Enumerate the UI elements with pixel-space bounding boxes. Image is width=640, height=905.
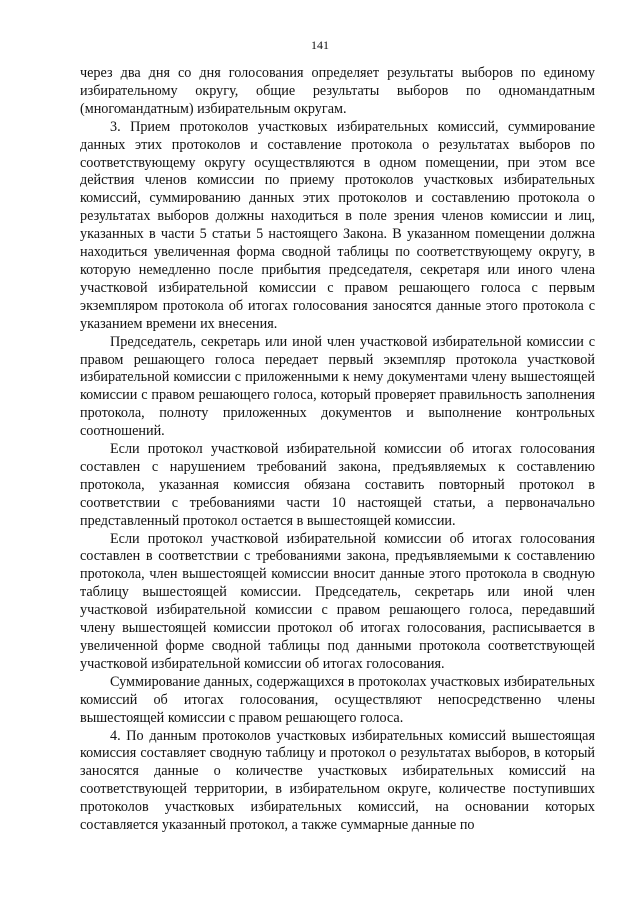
page-number: 141 bbox=[311, 38, 329, 52]
paragraph-4-summary-table: 4. По данным протоколов участковых избирательных комиссий вышестоящая комиссия составляет сводную таблицу и протокол о результатах выборов, в который заносятся данные о количестве участковых избирательных комиссий на соответствующей территории, в избирательном округе, количестве поступивших протоколов участковых избирательных комиссий, на основании которых составляется указанный протокол, а также суммарные данные по bbox=[80, 727, 595, 834]
paragraph-continuation: через два дня со дня голосования определяет результаты выборов по единому избирательному округу, общие результаты выборов по одномандатным (многомандатным) избирательным округам. bbox=[80, 65, 595, 117]
paragraph-summation: Суммирование данных, содержащихся в протоколах участковых избирательных комиссий об итогах голосования, осуществляют непосредственно члены вышестоящей комиссии с правом решающего голоса. bbox=[80, 673, 595, 726]
paragraph-chair-transfer: Председатель, секретарь или иной член участковой избирательной комиссии с правом решающего голоса передает первый экземпляр протокола участковой избирательной комиссии с приложенными к нему документами члену вышестоящей комиссии с правом решающего голоса, который проверяет правильность заполнения протокола, полноту приложенных документов и выполнение контрольных соотношений. bbox=[80, 333, 595, 440]
paragraph-3-protocol-acceptance: 3. Прием протоколов участковых избирательных комиссий, суммирование данных этих протоколов и составление протокола о результатах выборов по соответствующему округу осуществляются в одном помещении, при этом все действия членов комиссии по приему протоколов участковых избирательных комиссий, суммированию данных этих протоколов и составлению протокола о результатах выборов должны находиться в поле зрения членов комиссии и лиц, указанных в части 5 статьи 5 настоящего Закона. В указанном помещении должна находиться увеличенная форма сводной таблицы по соответствующему округу, в которую немедленно после прибытия председателя, секретаря или иного члена участковой избирательной комиссии с правом решающего голоса с первым экземпляром протокола об итогах голосования заносятся данные этого протокола с указанием времени их внесения. bbox=[80, 118, 595, 332]
body-text bbox=[80, 65, 595, 835]
paragraph-protocol-compliant: Если протокол участковой избирательной комиссии об итогах голосования составлен в соответствии с требованиями закона, предъявляемыми к составлению протокола, член вышестоящей комиссии вносит данные этого протокола в сводную таблицу вышестоящей комиссии. Председатель, секретарь или иной член участковой избирательной комиссии с правом решающего голоса, передавший члену вышестоящей комиссии протокол об итогах голосования, расписывается в увеличенной форме сводной таблицы под данными протокола соответствующей участковой избирательной комиссии об итогах голосования. bbox=[80, 530, 595, 672]
paragraph-protocol-violation: Если протокол участковой избирательной комиссии об итогах голосования составлен с нарушением требований закона, предъявляемых к составлению протокола, указанная комиссия обязана составить повторный протокол в соответствии с требованиями части 10 настоящей статьи, а первоначально представленный протокол остается в вышестоящей комиссии. bbox=[80, 441, 595, 529]
